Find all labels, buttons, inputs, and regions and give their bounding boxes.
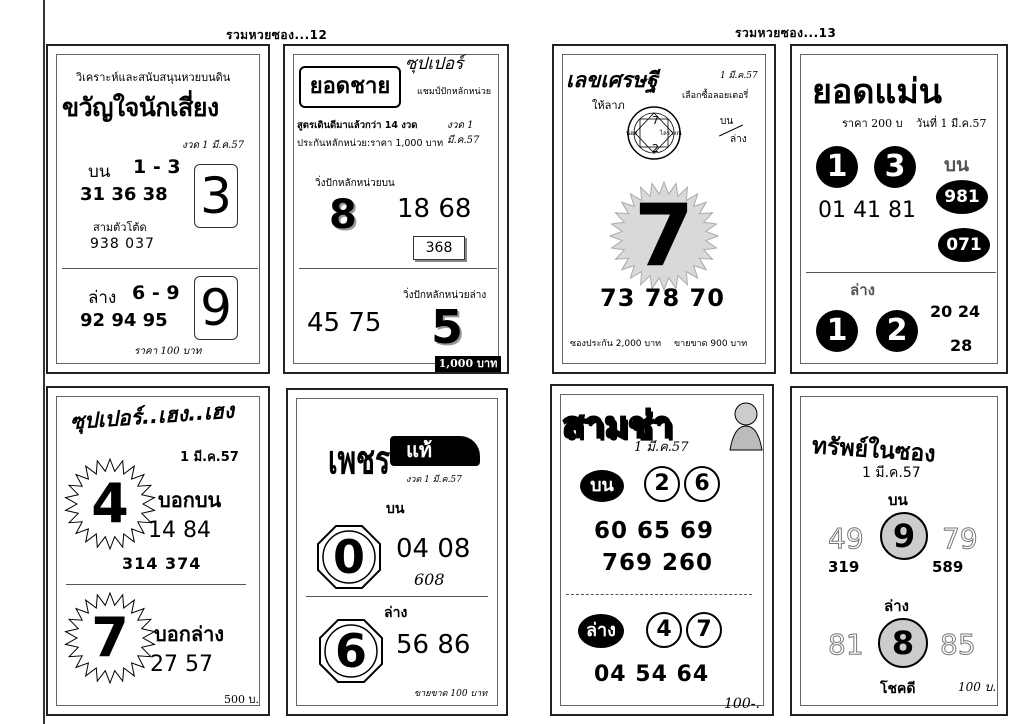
page-header-right: รวมหวยซอง...13 <box>735 26 837 40</box>
card4-bottom-a: 1 <box>816 310 858 352</box>
card-super-heng <box>46 386 270 716</box>
card7-bottom-a: 4 <box>646 612 682 648</box>
card2-line1: สูตรเดินดีมาแล้วกว่า 14 งวด <box>297 120 418 131</box>
card5-price: 500 บ. <box>224 693 259 706</box>
card5-date: 1 มี.ค.57 <box>180 450 239 465</box>
card4-top-a: 1 <box>816 146 858 188</box>
card2-bottom-label: วิ่งปักหลักหน่วยล่าง <box>403 290 487 301</box>
card6-bottom-label: ล่าง <box>384 605 408 621</box>
card3-sub: ให้ลาภ <box>592 99 625 112</box>
card6-bottom-nums: 56 86 <box>396 630 471 660</box>
card7-mascot-icon <box>724 400 766 452</box>
card7-nums1: 60 65 69 <box>594 518 715 544</box>
card-yodmaen <box>790 44 1008 374</box>
card3-updown-top: บน <box>720 116 734 127</box>
card2-top-three: 368 <box>413 236 465 260</box>
card-sap-nai-song <box>790 386 1008 716</box>
card3-choose: เลือกซื้อลอยเตอรี่ <box>682 91 749 101</box>
card5-bottom-nums: 27 57 <box>150 652 213 677</box>
card6-title: เพชร <box>328 437 391 484</box>
card7-top-b: 6 <box>684 466 720 502</box>
card8-price: 100 บ. <box>958 680 997 694</box>
card6-bottom-big: 6 <box>334 624 367 678</box>
card8-top-label: บน <box>888 491 908 509</box>
card-setthi <box>552 44 776 374</box>
card1-subtitle: วิเคราะห์และสนับสนุนหวยบนดิน <box>76 71 231 84</box>
divider <box>66 584 246 585</box>
card7-top-label: บน <box>580 470 624 502</box>
card2-top-label: วิ่งปักหลักหน่วยบน <box>315 178 395 189</box>
card1-bottom-label: ล่าง <box>88 288 117 308</box>
card3-wheel-left: น้อย <box>626 130 638 137</box>
card2-date: งวด 1 มี.ค.57 <box>447 120 480 146</box>
divider <box>299 268 497 269</box>
divider <box>566 594 752 595</box>
card5-top-label: บอกบน <box>158 488 222 512</box>
card6-date: งวด 1 มี.ค.57 <box>406 475 462 485</box>
card3-wheel-top: 7 <box>652 114 659 127</box>
card4-badge2: 071 <box>938 228 990 262</box>
card1-top-label: บน <box>88 162 111 182</box>
divider <box>306 596 488 597</box>
card5-bottom-label: บอกล่าง <box>154 622 225 646</box>
card1-date: งวด 1 มี.ค.57 <box>182 140 245 151</box>
card8-top-three-right: 589 <box>932 558 964 576</box>
card3-wheel-bottom: 2 <box>652 142 659 155</box>
card2-price: 1,000 บาท <box>435 356 501 372</box>
card8-footer-left: โชคดี <box>880 681 916 697</box>
card6-top-nums: 04 08 <box>396 534 471 564</box>
divider <box>806 272 996 273</box>
card8-bottom-label: ล่าง <box>884 597 909 615</box>
card4-title: ยอดแม่น <box>812 72 942 112</box>
card6-top-label: บน <box>386 501 405 517</box>
card1-title: ขวัญใจนักเสี่ยง <box>62 93 219 122</box>
card2-bottom-big: 5 <box>431 300 464 354</box>
card2-line2: ประกันหลักหน่วย:ราคา 1,000 บาท <box>297 138 444 149</box>
card1-price: ราคา 100 บาท <box>134 346 202 357</box>
card7-bottom-nums: 04 54 64 <box>594 662 710 687</box>
card1-three-label: สามตัวโต้ด <box>93 221 147 234</box>
card6-price: ขายขาด 100 บาท <box>414 689 488 699</box>
card-khwanjai <box>46 44 270 374</box>
card4-bottom-b: 2 <box>876 310 918 352</box>
card3-title: เลขเศรษฐี <box>566 68 658 92</box>
card7-nums2: 769 260 <box>602 550 714 576</box>
card7-bottom-label: ล่าง <box>578 614 624 648</box>
card7-bottom-b: 7 <box>686 612 722 648</box>
card5-top-nums: 14 84 <box>148 518 211 543</box>
card7-price: 100-. <box>724 696 760 712</box>
card2-top-nums: 18 68 <box>397 194 472 224</box>
card1-bottom-nums: 92 94 95 <box>80 310 168 331</box>
card8-top-three-left: 319 <box>828 558 860 576</box>
card-yodchai <box>283 44 509 374</box>
card4-top-label: บน <box>944 154 970 176</box>
card3-footer-left: ซองประกัน 2,000 บาท <box>570 339 662 349</box>
card5-title: ซุปเปอร์..เฮง..เฮง <box>69 398 235 434</box>
card8-top-center: 9 <box>880 512 928 560</box>
card7-date: 1 มี.ค.57 <box>634 440 689 455</box>
card8-bottom-left: 81 <box>828 628 864 661</box>
card3-footer-right: ขายขาด 900 บาท <box>674 339 748 349</box>
card5-top-three: 314 374 <box>122 554 202 573</box>
card4-top-b: 3 <box>874 146 916 188</box>
card3-wheel-right: ไลรวงณ <box>660 130 682 137</box>
card1-three-nums: 938 037 <box>90 236 155 252</box>
card-phet-thae <box>286 388 508 716</box>
page-header-left: รวมหวยซอง...12 <box>226 28 328 42</box>
card2-title: ยอดชาย <box>299 66 401 108</box>
card4-badge1: 981 <box>936 180 988 214</box>
card7-top-a: 2 <box>644 466 680 502</box>
card4-price: ราคา 200 บ <box>842 117 903 130</box>
card2-champ: แชมป์ปักหลักหน่วย <box>417 87 492 97</box>
card3-nums: 73 78 70 <box>600 284 725 312</box>
card1-bottom-pair: 6 - 9 <box>132 282 180 304</box>
card8-bottom-right: 85 <box>940 628 976 661</box>
card8-title: ทรัพย์ในซอง <box>811 433 937 468</box>
card1-top-nums: 31 36 38 <box>80 184 168 205</box>
card2-bottom-nums: 45 75 <box>307 308 382 338</box>
card4-bottom-label: ล่าง <box>850 281 875 299</box>
card6-top-big: 0 <box>332 530 365 584</box>
card5-bottom-big: 7 <box>91 606 129 669</box>
card6-title-banner <box>390 436 480 466</box>
card4-bottom-nums1: 20 24 <box>930 302 981 321</box>
card5-top-big: 4 <box>91 472 129 535</box>
card-samcha <box>550 384 774 716</box>
card4-top-nums: 01 41 81 <box>818 198 916 223</box>
card8-top-right: 79 <box>942 522 978 555</box>
card6-title-tag: แท้ <box>406 438 433 462</box>
card8-date: 1 มี.ค.57 <box>862 465 921 481</box>
card1-bottom-box: 9 <box>194 276 238 340</box>
card8-bottom-center: 8 <box>878 618 928 668</box>
card4-date: วันที่ 1 มี.ค.57 <box>916 117 987 130</box>
card2-super: ซุปเปอร์ <box>405 54 464 74</box>
card3-updown-bottom: ล่าง <box>730 134 747 145</box>
card1-top-pair: 1 - 3 <box>133 156 181 178</box>
divider <box>62 268 258 269</box>
card4-bottom-nums2: 28 <box>950 336 973 355</box>
card7-title: สามช่า <box>562 405 673 446</box>
card6-top-three: 608 <box>414 570 445 589</box>
card2-top-big: 8 <box>329 192 357 238</box>
card3-date: 1 มี.ค.57 <box>720 71 758 81</box>
card1-top-box: 3 <box>194 164 238 228</box>
card3-big: 7 <box>634 186 694 286</box>
card8-top-left: 49 <box>828 522 864 555</box>
page-edge <box>43 0 45 724</box>
